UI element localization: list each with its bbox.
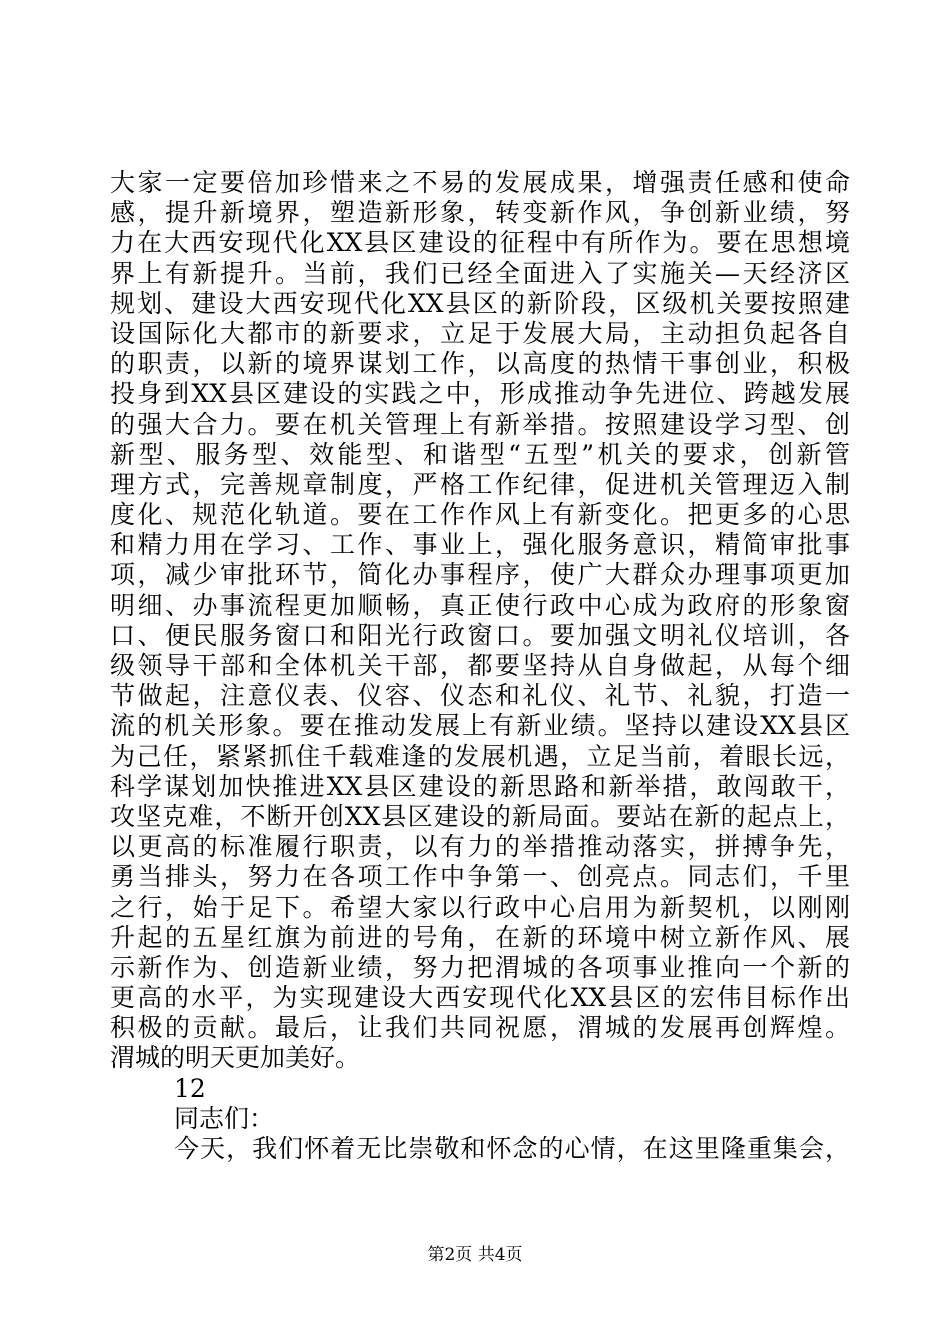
text-line: 渭城的明天更加美好。 <box>110 1043 361 1073</box>
text-line: 更高的水平，为实现建设大西安现代化XX县区的宏伟目标作出 <box>110 983 850 1013</box>
page-footer: 第2页 共4页 <box>427 1245 523 1265</box>
paragraph <box>110 168 850 1074</box>
salutation: 同志们： <box>174 1103 275 1133</box>
text-line: 之行，始于足下。希望大家以行政中心启用为新契机，以刚刚 <box>110 892 850 922</box>
text-line: 科学谋划加快推进XX县区建设的新思路和新举措，敢闯敢干， <box>110 771 850 801</box>
text-line: 设国际化大都市的新要求，立足于发展大局，主动担负起各自 <box>110 318 850 348</box>
text-line: 新型、服务型、效能型、和谐型“五型”机关的要求，创新管 <box>110 439 850 469</box>
text-line: 升起的五星红旗为前进的号角，在新的环境中树立新作风、展 <box>110 922 850 952</box>
text-line: 节做起，注意仪表、仪容、仪态和礼仪、礼节、礼貌，打造一 <box>110 681 850 711</box>
text-line: 示新作为、创造新业绩，努力把渭城的各项事业推向一个新的 <box>110 952 850 982</box>
text-line: 流的机关形象。要在推动发展上有新业绩。坚持以建设XX县区 <box>110 711 850 741</box>
text-line: 的强大合力。要在机关管理上有新举措。按照建设学习型、创 <box>110 409 850 439</box>
opening-line: 今天，我们怀着无比崇敬和怀念的心情，在这里隆重集会， <box>174 1134 850 1163</box>
text-line: 积极的贡献。最后，让我们共同祝愿，渭城的发展再创辉煌。 <box>110 1013 850 1043</box>
text-line: 攻坚克难，不断开创XX县区建设的新局面。要站在新的起点上， <box>110 801 850 831</box>
text-line: 以更高的标准履行职责，以有力的举措推动落实，拼搏争先， <box>110 832 850 862</box>
text-line: 投身到XX县区建设的实践之中，形成推动争先进位、跨越发展 <box>110 379 850 409</box>
text-line: 界上有新提升。当前，我们已经全面进入了实施关—天经济区 <box>110 258 850 288</box>
text-line: 度化、规范化轨道。要在工作作风上有新变化。把更多的心思 <box>110 500 850 530</box>
text-line: 明细、办事流程更加顺畅，真正使行政中心成为政府的形象窗 <box>110 590 850 620</box>
section-number: 12 <box>174 1073 206 1103</box>
text-line: 力在大西安现代化XX县区建设的征程中有所作为。要在思想境 <box>110 228 850 258</box>
text-line: 和精力用在学习、工作、事业上，强化服务意识，精简审批事 <box>110 530 850 560</box>
text-line: 理方式，完善规章制度，严格工作纪律，促进机关管理迈入制 <box>110 469 850 499</box>
text-line: 的职责，以新的境界谋划工作，以高度的热情干事创业，积极 <box>110 349 850 379</box>
text-line: 大家一定要倍加珍惜来之不易的发展成果，增强责任感和使命 <box>110 168 850 197</box>
text-line: 项，减少审批环节，简化办事程序，使广大群众办理事项更加 <box>110 560 850 590</box>
body-text <box>110 168 850 1164</box>
text-line: 规划、建设大西安现代化XX县区的新阶段，区级机关要按照建 <box>110 288 850 318</box>
text-line: 感，提升新境界，塑造新形象，转变新作风，争创新业绩，努 <box>110 198 850 228</box>
text-line: 口、便民服务窗口和阳光行政窗口。要加强文明礼仪培训，各 <box>110 620 850 650</box>
text-line: 勇当排头，努力在各项工作中争第一、创亮点。同志们，千里 <box>110 862 850 892</box>
text-line: 级领导干部和全体机关干部，都要坚持从自身做起，从每个细 <box>110 651 850 680</box>
text-line: 为己任，紧紧抓住千载难逢的发展机遇，立足当前，着眼长远， <box>110 741 850 771</box>
